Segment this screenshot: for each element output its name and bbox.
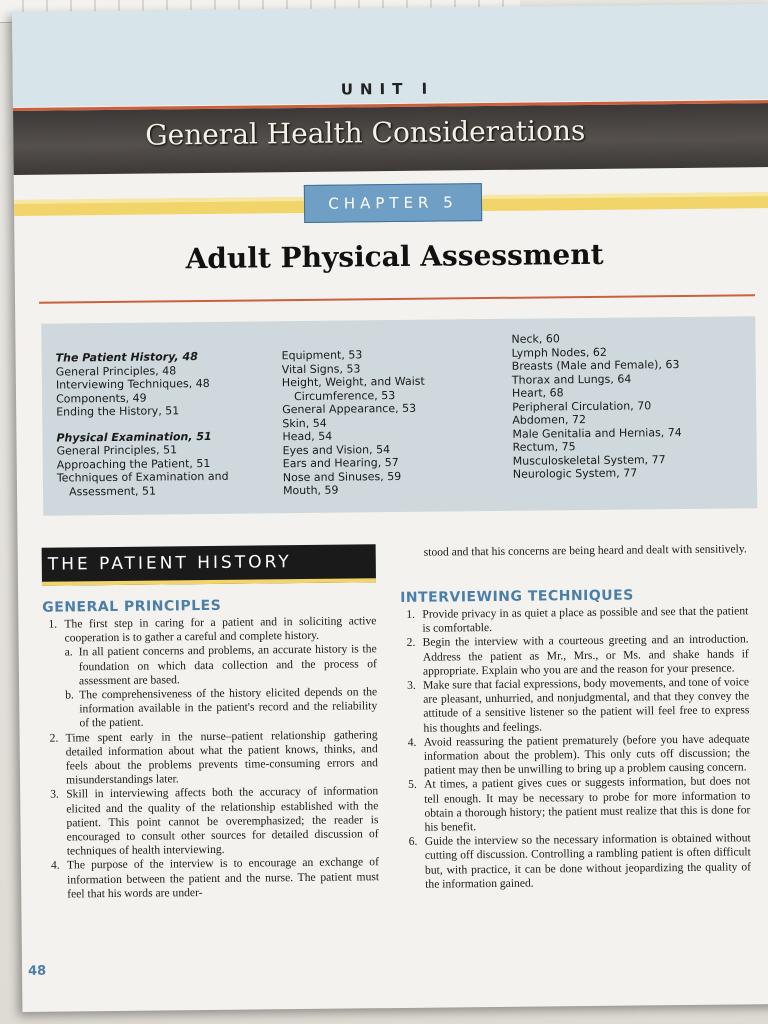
outline-entry: Neurologic System, 77 bbox=[512, 466, 638, 481]
item-number: 2. bbox=[406, 636, 416, 650]
numbered-item bbox=[403, 832, 752, 892]
continuation-paragraph: stood and that his concerns are being heard and dealt with sensitively. bbox=[423, 542, 747, 559]
subitem-text: The comprehensiveness of the history elicited depends on the information available in the patient's record and the reliability of the patient. bbox=[79, 685, 378, 730]
item-text: Time spent early in the nurse–patient relationship gathering detailed information about what the patient knows, thinks, and feels about the problems prevents time-consuming errors and misunderstandings later. bbox=[65, 727, 378, 787]
section-heading-bar bbox=[42, 544, 376, 585]
right-column-text bbox=[400, 604, 751, 892]
item-number: 3. bbox=[50, 787, 59, 802]
lettered-subitem bbox=[43, 685, 377, 731]
item-number: 6. bbox=[408, 835, 418, 849]
item-number: 4. bbox=[407, 735, 417, 749]
divider bbox=[39, 294, 755, 303]
outline-entry: Lymph Nodes, 62 bbox=[511, 345, 607, 360]
outline-entry: Physical Examination, 51 bbox=[56, 429, 212, 445]
outline-entry: Vital Signs, 53 bbox=[281, 361, 361, 376]
outline-entry: Mouth, 59 bbox=[282, 483, 339, 498]
outline-column-3 bbox=[511, 330, 743, 481]
lettered-subitem bbox=[43, 643, 377, 689]
outline-entry: Rectum, 75 bbox=[512, 440, 576, 454]
outline-entry: General Principles, 48 bbox=[55, 363, 177, 379]
item-text: Provide privacy in as quiet a place as possible and see that the patient is comfortable. bbox=[422, 604, 749, 635]
outline-entry: Ears and Hearing, 57 bbox=[282, 455, 399, 471]
outline-entry: Thorax and Lungs, 64 bbox=[511, 372, 632, 387]
chapter-outline bbox=[41, 316, 757, 515]
item-text: Guide the interview so the necessary information is obtained without cutting off discussion. Controlling a rambling patient is often difficult but, with practice, it can be done without jeopardizing the quality of the information gained. bbox=[424, 831, 752, 891]
outline-entry: Height, Weight, and Waist bbox=[281, 374, 425, 390]
numbered-item bbox=[44, 785, 379, 860]
item-text: At times, a patient gives cues or suggests information, but does not tell enough. It may be necessary to probe for more information to obtain a thorough history; the patient must realize that this is done for his benefit. bbox=[424, 774, 751, 834]
subitem-text: In all patient concerns and problems, an accurate history is the foundation on which data collection and the process of assessment are based. bbox=[78, 642, 377, 688]
outline-entry: Equipment, 53 bbox=[281, 348, 363, 363]
item-text: Avoid reassuring the patient prematurely (before you have adequate information about the problem). This only cuts off discussion; the patient may then be unwilling to bring up a problem causing concern. bbox=[423, 732, 750, 777]
item-text: Make sure that facial expressions, body movements, and tone of voice are pleasant, unhurried, and nonjudgmental, and that they convey the attitude of a sensitive listener so the patient will feel free to express his thoughts and feelings. bbox=[423, 675, 750, 735]
outline-entry: The Patient History, 48 bbox=[55, 350, 198, 365]
item-number: 3. bbox=[407, 678, 416, 692]
outline-entry: Techniques of Examination and bbox=[56, 469, 229, 485]
numbered-item bbox=[401, 633, 749, 679]
outline-entry: Eyes and Vision, 54 bbox=[282, 442, 391, 457]
outline-entry: Breasts (Male and Female), 63 bbox=[511, 358, 680, 373]
outline-entry: Head, 54 bbox=[282, 429, 333, 444]
subitem-letter: b. bbox=[65, 688, 74, 702]
outline-entry: Skin, 54 bbox=[282, 416, 327, 430]
outline-entry: Heart, 68 bbox=[511, 386, 564, 400]
outline-entry: Ending the History, 51 bbox=[56, 404, 180, 419]
book-page bbox=[12, 4, 768, 1012]
outline-entry: Peripheral Circulation, 70 bbox=[512, 398, 652, 414]
item-number: 4. bbox=[50, 859, 60, 873]
continuation-text bbox=[418, 542, 748, 560]
page-number: 48 bbox=[27, 963, 47, 979]
item-text: Begin the interview with a courteous greeting and an introduction. Address the patient as Mr., Mrs., or Ms. and shake hands if appropriate. Explain who you are and the reason for your presence. bbox=[422, 632, 749, 678]
subheading-general-principles: GENERAL PRINCIPLES bbox=[42, 597, 222, 616]
numbered-item bbox=[401, 675, 750, 735]
numbered-item bbox=[402, 775, 751, 835]
outline-entry: Neck, 60 bbox=[511, 332, 560, 346]
unit-title: General Health Considerations bbox=[145, 114, 586, 152]
item-number: 1. bbox=[48, 617, 58, 631]
subitem-letter: a. bbox=[64, 645, 73, 659]
outline-entry: Abdomen, 72 bbox=[512, 413, 587, 427]
item-text: Skill in interviewing affects both the accuracy of information elicited and the quality of the relationship established with the patient. This point cannot be overemphasized; the reader is encouraged to consult other sources for detailed discussion of techniques of health interviewing. bbox=[66, 784, 379, 858]
item-text: The purpose of the interview is to encourage an exchange of information between the patient and the nurse. The patient must feel that his words are under- bbox=[66, 855, 380, 901]
item-number: 2. bbox=[49, 731, 59, 745]
outline-entry: Musculoskeletal System, 77 bbox=[512, 452, 666, 468]
numbered-item bbox=[400, 604, 748, 636]
outline-entry: Components, 49 bbox=[55, 391, 147, 406]
outline-entry: Assessment, 51 bbox=[68, 484, 157, 498]
numbered-item bbox=[42, 614, 376, 646]
unit-label: UNIT I bbox=[340, 79, 435, 99]
outline-entry: General Appearance, 53 bbox=[282, 401, 417, 417]
item-number: 5. bbox=[408, 778, 417, 792]
numbered-item bbox=[44, 728, 379, 788]
outline-column-1 bbox=[56, 349, 268, 498]
item-text: The first step in caring for a patient and in soliciting active cooperation is to gather a careful and complete history. bbox=[64, 614, 377, 645]
numbered-item bbox=[45, 856, 379, 902]
section-title: THE PATIENT HISTORY bbox=[47, 552, 292, 575]
outline-entry: Approaching the Patient, 51 bbox=[56, 456, 211, 472]
subheading-interviewing-techniques: INTERVIEWING TECHNIQUES bbox=[400, 587, 634, 606]
outline-entry: Male Genitalia and Hernias, 74 bbox=[512, 425, 682, 441]
chapter-box bbox=[304, 183, 482, 223]
chapter-title: Adult Physical Assessment bbox=[185, 237, 604, 276]
numbered-item bbox=[402, 732, 750, 778]
outline-entry: General Principles, 51 bbox=[56, 443, 178, 458]
outline-column-2 bbox=[282, 347, 494, 498]
left-column-text bbox=[42, 614, 379, 902]
outline-entry: Circumference, 53 bbox=[293, 388, 396, 403]
chapter-label: CHAPTER 5 bbox=[328, 193, 458, 213]
outline-entry: Nose and Sinuses, 59 bbox=[282, 469, 402, 484]
item-number: 1. bbox=[406, 607, 416, 621]
outline-entry: Interviewing Techniques, 48 bbox=[55, 376, 210, 392]
